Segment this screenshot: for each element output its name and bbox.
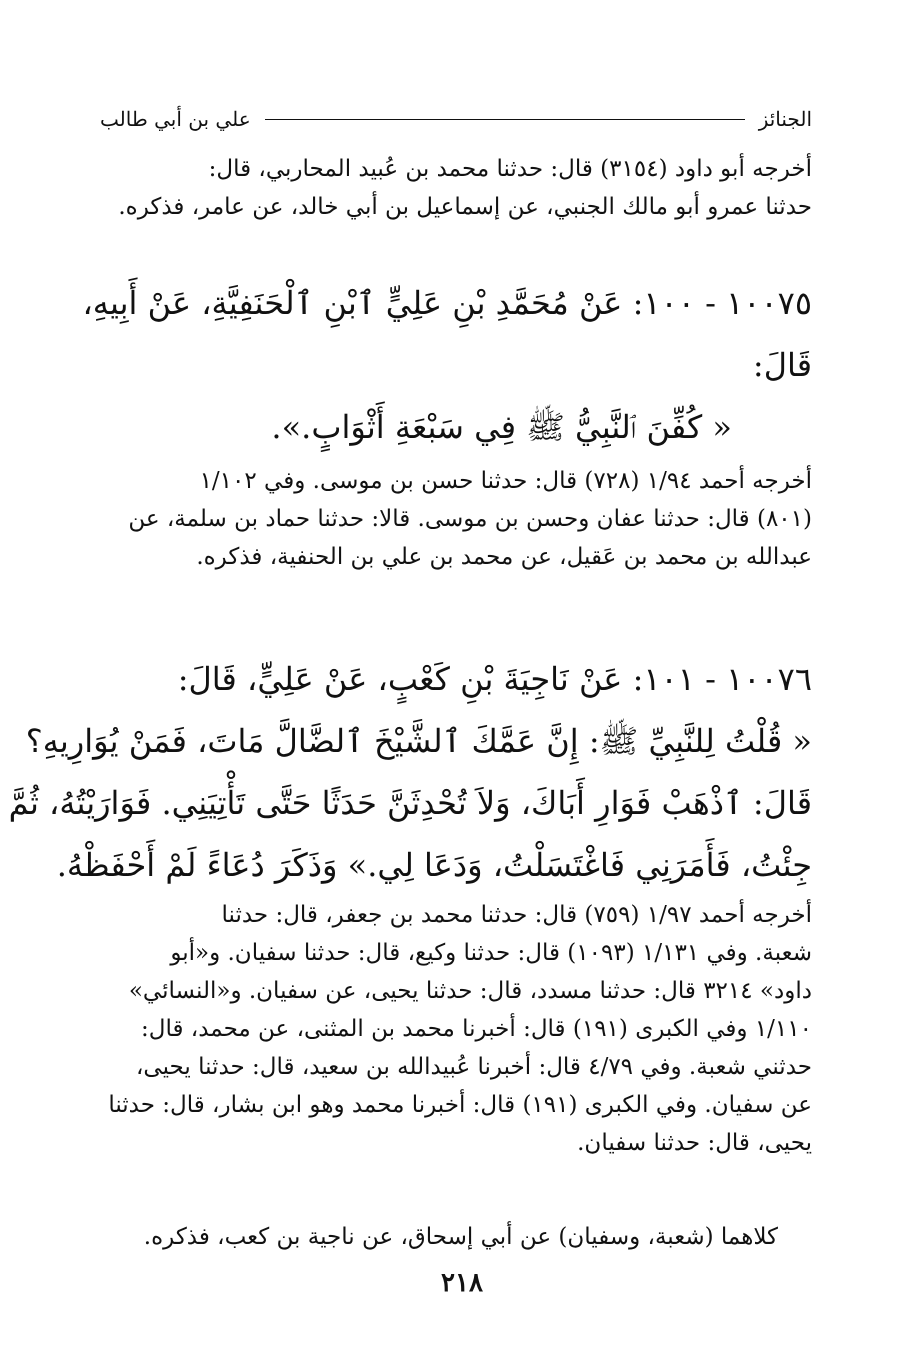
text-line: (٨٠١) قال: حدثنا عفان وحسن بن موسى. قالا: حدثنا حماد بن سلمة، عن <box>128 506 812 532</box>
text-line: « قُلْتُ لِلنَّبِيِّ ﷺ: إِنَّ عَمَّكَ ٱلشَّيْخَ ٱلضَّالَّ مَاتَ، فَمَنْ يُوَارِيهِ؟ <box>25 722 812 760</box>
running-header <box>100 104 812 134</box>
text-line: قَالَ: <box>752 346 812 384</box>
text-line: قَالَ: ٱذْهَبْ فَوَارِ أَبَاكَ، وَلاَ تُحْدِثَنَّ حَدَثًا حَتَّى تَأْتِيَنِي. فَوَارَيْتُهُ، ثُمَّ <box>8 784 812 822</box>
source-note <box>100 896 812 1162</box>
text-line: أخرجه أحمد ١/٩٧ (٧٥٩) قال: حدثنا محمد بن جعفر، قال: حدثنا <box>221 902 812 928</box>
text-line: ١٠٠٧٥ - ١٠٠: عَنْ مُحَمَّدِ بْنِ عَلِيٍّ ٱبْنِ ٱلْحَنَفِيَّةِ، عَنْ أَبِيهِ، <box>82 284 812 322</box>
text-line: كلاهما (شعبة، وسفيان) عن أبي إسحاق، عن ناجية بن كعب، فذكره. <box>143 1224 778 1250</box>
header-rule <box>265 119 745 120</box>
text-line: داود» ٣٢١٤ قال: حدثنا مسدد، قال: حدثنا يحيى، عن سفيان. و«النسائي» <box>128 978 812 1004</box>
text-line: ١/١١٠ وفي الكبرى (١٩١) قال: أخبرنا محمد بن المثنى، عن محمد، قال: <box>141 1016 812 1042</box>
text-line: يحيى، قال: حدثنا سفيان. <box>577 1130 812 1156</box>
page-number: ٢١٨ <box>441 1268 483 1298</box>
header-chapter-title: الجنائز <box>758 107 812 131</box>
text-line: ١٠٠٧٦ - ١٠١: عَنْ نَاجِيَةَ بْنِ كَعْبٍ، عَنْ عَلِيٍّ، قَالَ: <box>177 660 812 698</box>
text-line: « كُفِّنَ ٱلنَّبِيُّ ﷺ فِي سَبْعَةِ أَثْوَابٍ.». <box>271 408 732 446</box>
text-line: شعبة. وفي ١/١٣١ (١٠٩٣) قال: حدثنا وكيع، قال: حدثنا سفيان. و«أبو <box>170 940 812 966</box>
source-note <box>100 462 812 576</box>
text-line: حدثني شعبة. وفي ٤/٧٩ قال: أخبرنا عُبيدالله بن سعيد، قال: حدثنا يحيى، <box>136 1054 812 1080</box>
text-line: عبدالله بن محمد بن عَقيل، عن محمد بن علي بن الحنفية، فذكره. <box>196 544 812 570</box>
header-section-title: علي بن أبي طالب <box>100 107 251 131</box>
text-line: أخرجه أبو داود (٣١٥٤) قال: حدثنا محمد بن عُبيد المحاربي، قال: <box>208 156 812 182</box>
text-line: جِئْتُ، فَأَمَرَنِي فَاغْتَسَلْتُ، وَدَعَا لِي.» وَذَكَرَ دُعَاءً لَمْ أَحْفَظْهُ. <box>56 846 812 884</box>
hadith-text <box>8 648 812 896</box>
source-note <box>100 1218 812 1256</box>
text-line: عن سفيان. وفي الكبرى (١٩١) قال: أخبرنا محمد وهو ابن بشار، قال: حدثنا <box>108 1092 812 1118</box>
source-note <box>100 150 812 226</box>
hadith-text <box>82 272 812 458</box>
text-line: أخرجه أحمد ١/٩٤ (٧٢٨) قال: حدثنا حسن بن موسى. وفي ١/١٠٢ <box>199 468 812 494</box>
text-line: حدثنا عمرو أبو مالك الجنبي، عن إسماعيل بن أبي خالد، عن عامر، فذكره. <box>118 194 812 220</box>
